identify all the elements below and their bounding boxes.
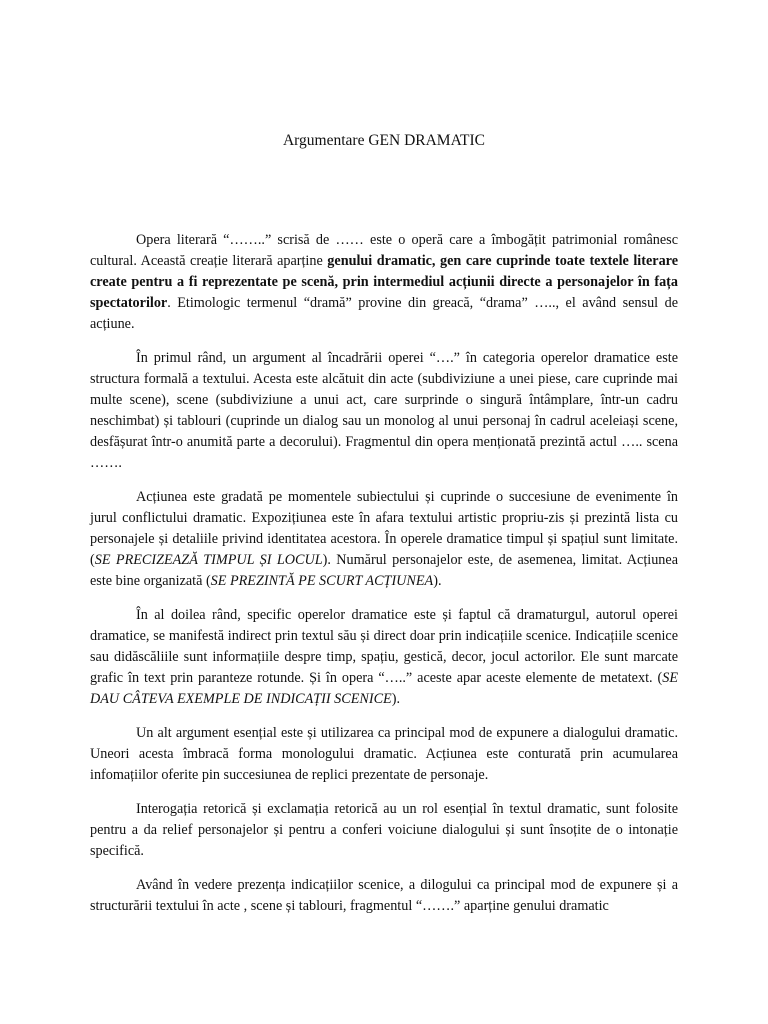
paragraph-stage-directions bbox=[90, 605, 678, 710]
title-bold: GEN DRAMATIC bbox=[368, 132, 486, 149]
paragraph-structure: În primul rând, un argument al încadrării operei “….” în categoria operelor dramatice este structura formală a textului. Acesta este alcătuit din acte (subdiviziune a unei piese, care cuprinde mai multe scene), scene (subdiviziune a unui act, care surprinde o singură întâmplare, într-un cadru neschimbat) și tablouri (cuprinde un dialog sau un monolog al unui personaj în cadrul aceleiași scene, desfășurat într-o anumită parte a decorului). Fragmentul din opera menționată prezintă actul ….. scena ……. bbox=[90, 350, 678, 471]
paragraph-dialogue: Un alt argument esențial este și utilizarea ca principal mod de expunere a dialogului dramatic. Uneori acesta îmbracă forma monologului dramatic. Acțiunea este conturată prin acumularea infomațiilor oferite pin succesiunea de replici prezentate de personaje. bbox=[90, 725, 678, 783]
paragraph-stage-directions-note: SE DAU CÂTEVA EXEMPLE DE INDICAȚII SCENICE bbox=[90, 670, 678, 707]
title-prefix: Argumentare bbox=[282, 132, 369, 149]
paragraph-intro-text-c: . Etimologic termenul “dramă” provine din greacă, “drama” ….., el având sensul de acțiune. bbox=[90, 295, 678, 332]
paragraph-action bbox=[90, 487, 678, 592]
page-title bbox=[0, 131, 768, 151]
paragraph-intro-text-a: Opera literară “……..” scrisă de …… este o operă care a îmbogățit patrimonial românesc cultural. Această creație literară aparține bbox=[90, 232, 678, 269]
paragraph-action-text-e: ). bbox=[433, 573, 442, 589]
paragraph-rhetoric: Interogația retorică și exclamația retorică au un rol esențial în textul dramatic, sunt folosite pentru a da relief personajelor și pentru a conferi voiciune dialogului și sunt însoțite de o intonație specifică. bbox=[90, 801, 678, 859]
paragraph-action-text-a: Acțiunea este gradată pe momentele subiectului și cuprinde o succesiune de evenimente în jurul conflictului dramatic. Expozițiunea este în afara textului artistic propriu-zis și prezintă lista cu personajele și detaliile privind identitatea acestora. În operele dramatice timpul și spațiul sunt limitate. ( bbox=[90, 489, 678, 568]
paragraph-action-note-summary: SE PREZINTĂ PE SCURT ACȚIUNEA bbox=[210, 573, 434, 589]
paragraph-action-note-time-place: SE PRECIZEAZĂ TIMPUL ȘI LOCUL bbox=[94, 552, 323, 568]
paragraph-intro bbox=[90, 230, 678, 335]
paragraph-stage-directions-text-a: În al doilea rând, specific operelor dramatice este și faptul că dramaturgul, autorul operei dramatice, se manifestă indirect prin textul său și direct doar prin indicațiile scenice. Indicațiile scenice sau didăscăliile sunt informațiile despre timp, spațiu, gestică, decor, jocul actorilor. Ele sunt marcate grafic în text prin paranteze rotunde. Și în opera “…..” aceste apar aceste elemente de metatext. ( bbox=[90, 607, 678, 686]
document-body bbox=[90, 230, 678, 930]
paragraph-stage-directions-text-c: ). bbox=[391, 691, 400, 707]
paragraph-conclusion: Având în vedere prezența indicațiilor scenice, a dilogului ca principal mod de expunere și a structurării textului în acte , scene și tablouri, fragmentul “…….” aparține genului dramatic bbox=[90, 877, 678, 914]
paragraph-intro-definition: genului dramatic, gen care cuprinde toate textele literare create pentru a fi reprezentate pe scenă, prin intermediul acțiunii directe a personajelor în fața spectatorilor bbox=[90, 253, 678, 311]
paragraph-action-text-c: ). Numărul personajelor este, de asemenea, limitat. Acțiunea este bine organizată ( bbox=[90, 552, 678, 589]
